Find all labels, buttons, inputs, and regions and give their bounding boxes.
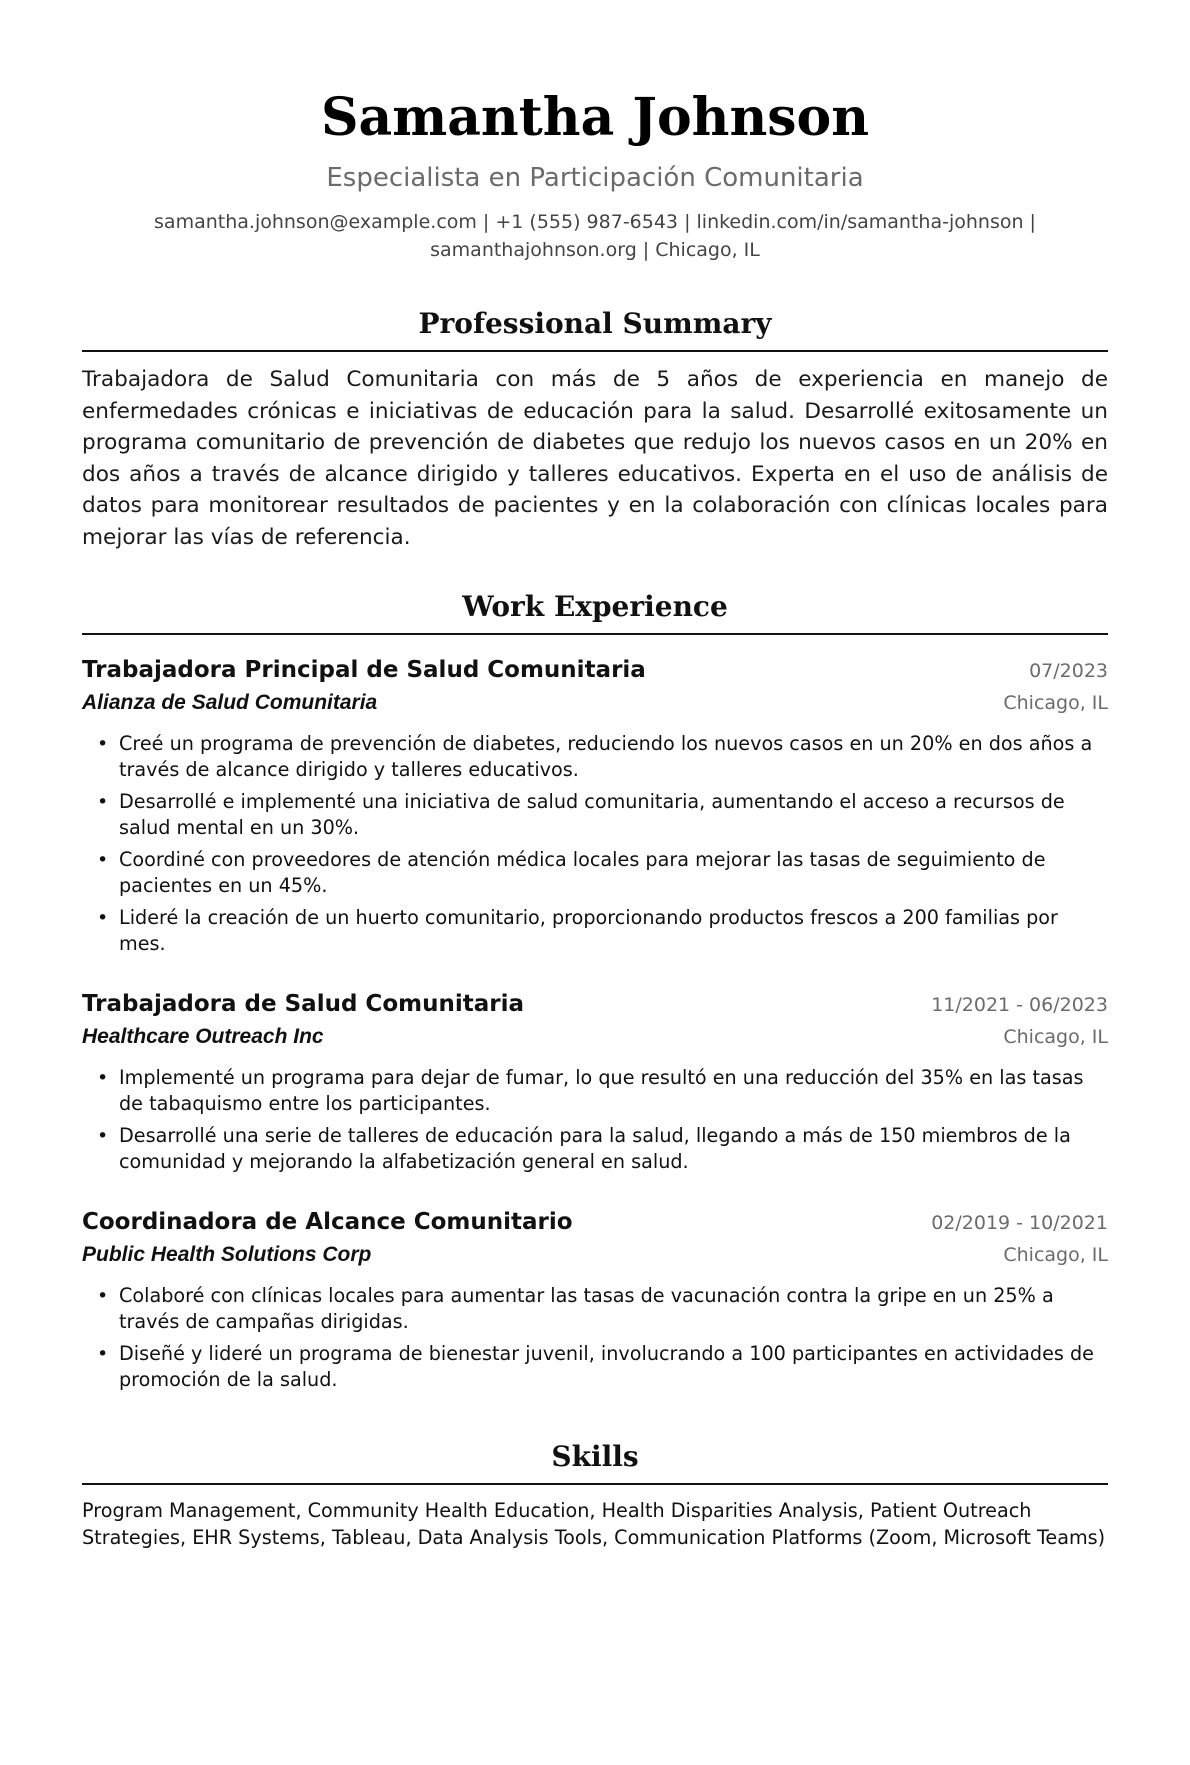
job-date: 07/2023 bbox=[1029, 660, 1108, 682]
bullet-text: Lideré la creación de un huerto comunitario, proporcionando productos frescos a 200 familias por mes. bbox=[119, 906, 1058, 955]
candidate-name: Samantha Johnson bbox=[320, 87, 870, 148]
job-header bbox=[82, 987, 1108, 1021]
bullet-dot-icon: • bbox=[97, 1343, 109, 1365]
bullet-item bbox=[82, 847, 1108, 899]
job-header bbox=[82, 1205, 1108, 1239]
job-entry bbox=[82, 987, 1108, 1175]
section-heading-skills: Skills bbox=[82, 1437, 1108, 1485]
job-location: Chicago, IL bbox=[1003, 1026, 1108, 1048]
job-entry bbox=[82, 1205, 1108, 1393]
bullet-item bbox=[82, 1065, 1108, 1117]
bullet-text: Desarrollé una serie de talleres de educación para la salud, llegando a más de 150 miembros de la comunidad y mejorando la alfabetización general en salud. bbox=[119, 1124, 1071, 1173]
bullet-text: Implementé un programa para dejar de fumar, lo que resultó en una reducción del 35% en las tasas de tabaquismo entre los participantes. bbox=[119, 1066, 1084, 1115]
bullet-dot-icon: • bbox=[97, 1067, 109, 1089]
bullet-dot-icon: • bbox=[97, 1125, 109, 1147]
section-heading-experience: Work Experience bbox=[82, 587, 1108, 635]
company-name: Healthcare Outreach Inc bbox=[82, 1025, 324, 1048]
resume-page bbox=[0, 82, 1190, 1765]
skills-text: Program Management, Community Health Education, Health Disparities Analysis, Patient Outreach Strategies, EHR Systems, Tableau, Data Analysis Tools, Communication Platforms (Zoom, Microsoft Teams) bbox=[82, 1499, 1106, 1549]
summary-text: Trabajadora de Salud Comunitaria con más de 5 años de experiencia en manejo de enfermedades crónicas e iniciativas de educación para la salud. Desarrollé exitosamente un programa comunitario de prevención de diabetes que redujo los nuevos casos en un 20% en dos años a través de alcance dirigido y talleres educativos. Experta en el uso de análisis de datos para monitorear resultados de pacientes y en la colaboración con clínicas locales para mejorar las vías de referencia. bbox=[82, 367, 1108, 550]
bullet-text: Colaboré con clínicas locales para aumentar las tasas de vacunación contra la gripe en un 25% a través de campañas dirigidas. bbox=[119, 1284, 1054, 1333]
contact-line-2: samanthajohnson.org | Chicago, IL bbox=[430, 239, 760, 261]
bullet-dot-icon: • bbox=[97, 791, 109, 813]
section-heading-summary: Professional Summary bbox=[82, 304, 1108, 352]
bullet-dot-icon: • bbox=[97, 849, 109, 871]
bullet-item bbox=[82, 731, 1108, 783]
job-title: Trabajadora de Salud Comunitaria bbox=[82, 991, 524, 1017]
company-name: Alianza de Salud Comunitaria bbox=[82, 691, 378, 714]
company-name: Public Health Solutions Corp bbox=[82, 1243, 372, 1266]
job-title: Coordinadora de Alcance Comunitario bbox=[82, 1209, 573, 1235]
job-date: 11/2021 - 06/2023 bbox=[931, 994, 1108, 1016]
job-subheader bbox=[82, 687, 1108, 719]
job-bullets bbox=[82, 1283, 1108, 1393]
bullet-text: Diseñé y lideré un programa de bienestar juvenil, involucrando a 100 participantes en actividades de promoción de la salud. bbox=[119, 1342, 1094, 1391]
bullet-dot-icon: • bbox=[97, 907, 109, 929]
job-entry bbox=[82, 653, 1108, 957]
contact-line-1: samantha.johnson@example.com | +1 (555) 987-6543 | linkedin.com/in/samantha-johnson | bbox=[154, 211, 1036, 233]
bullet-text: Desarrollé e implementé una iniciativa de salud comunitaria, aumentando el acceso a recursos de salud mental en un 30%. bbox=[119, 790, 1065, 839]
bullet-item bbox=[82, 789, 1108, 841]
bullet-dot-icon: • bbox=[97, 733, 109, 755]
candidate-title: Especialista en Participación Comunitaria bbox=[326, 163, 864, 193]
bullet-item bbox=[82, 1283, 1108, 1335]
job-subheader bbox=[82, 1021, 1108, 1053]
job-location: Chicago, IL bbox=[1003, 1244, 1108, 1266]
job-location: Chicago, IL bbox=[1003, 692, 1108, 714]
bullet-item bbox=[82, 905, 1108, 957]
job-header bbox=[82, 653, 1108, 687]
bullet-item bbox=[82, 1123, 1108, 1175]
bullet-text: Coordiné con proveedores de atención médica locales para mejorar las tasas de seguimiento de pacientes en un 45%. bbox=[119, 848, 1046, 897]
job-subheader bbox=[82, 1239, 1108, 1271]
job-bullets bbox=[82, 1065, 1108, 1175]
job-bullets bbox=[82, 731, 1108, 957]
bullet-text: Creé un programa de prevención de diabetes, reduciendo los nuevos casos en un 20% en dos años a través de alcance dirigido y talleres educativos. bbox=[119, 732, 1093, 781]
job-date: 02/2019 - 10/2021 bbox=[931, 1212, 1108, 1234]
bullet-item bbox=[82, 1341, 1108, 1393]
bullet-dot-icon: • bbox=[97, 1285, 109, 1307]
job-title: Trabajadora Principal de Salud Comunitaria bbox=[82, 657, 646, 683]
contact-info bbox=[82, 208, 1108, 264]
